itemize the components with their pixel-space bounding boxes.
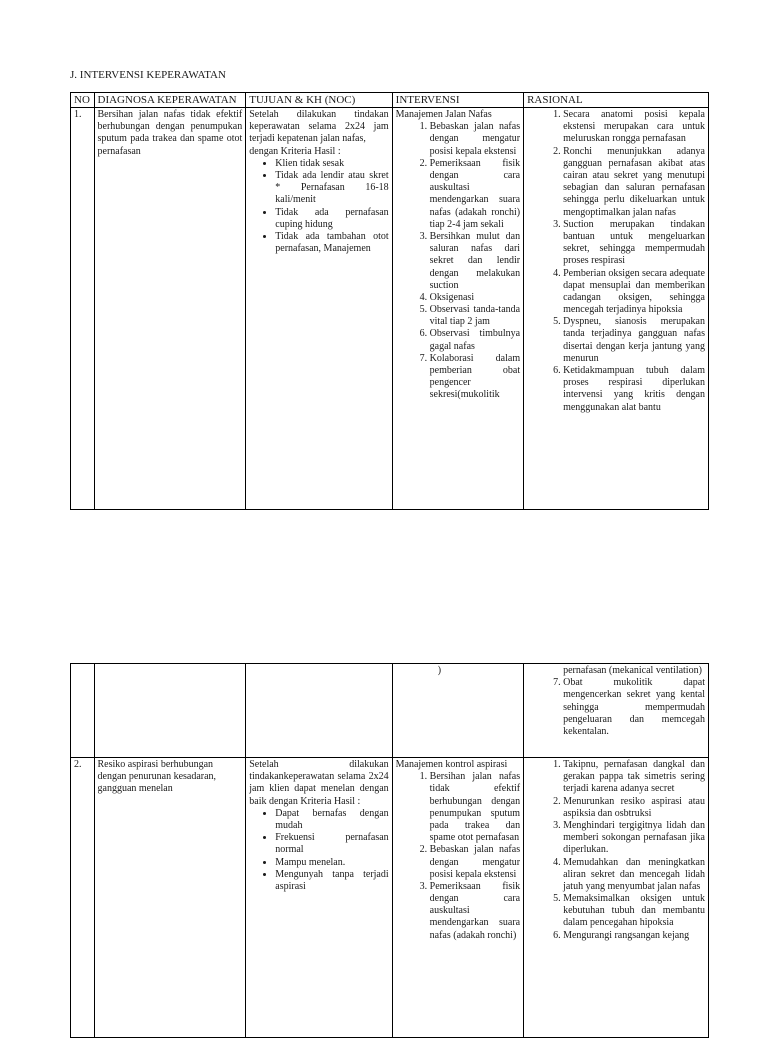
list-item: 3. Bersihkan mulut dan saluran nafas dari sekret dan lendir dengan melakukan suction: [430, 231, 520, 292]
row-number: 1.: [71, 108, 95, 510]
kriteria-label: dengan Kriteria Hasil :: [249, 145, 341, 157]
header-rasional: RASIONAL: [524, 93, 709, 108]
rasional-cell: [524, 758, 709, 1038]
list-item: 4. Memudahkan dan meningkatkan aliran sekret dan mencegah lidah jatuh yang menyumbat jalan nafas: [563, 857, 705, 894]
list-item: 2. Pemeriksaan fisik dengan cara auskultasi mendengarkan suara nafas (adakah ronchi) tiap 2-4 jam sekali: [430, 158, 520, 231]
intervensi-cell: [392, 758, 523, 1038]
list-item: 1. Takipnu, pernafasan dangkal dan gerakan pappa tak simetris sering terjadi karena adanya secret: [563, 759, 705, 796]
header-intervensi: INTERVENSI: [392, 93, 523, 108]
header-no: NO: [71, 93, 95, 108]
list-item: 1. Bersihan jalan nafas tidak efektif berhubungan dengan penumpukan sputum pada trakea dan spame otot pernafasan: [430, 771, 520, 844]
list-item: • Klien tidak sesak: [275, 158, 388, 170]
tujuan-cell: [246, 664, 392, 758]
table-row: [71, 664, 709, 758]
table-row: [71, 758, 709, 1038]
list-item: • Mampu menelan.: [275, 857, 388, 869]
intervensi-cell: ): [392, 664, 523, 758]
intervention-table: [70, 92, 709, 510]
tujuan-intro: Setelah dilakukan tindakankeperawatan selama 2x24 jam klien dapat menelan dengan baik dengan Kriteria Hasil :: [249, 759, 389, 807]
rasional-list: [527, 677, 705, 738]
tujuan-intro: Setelah dilakukan tindakan keperawatan selama 2x24 jam terjadi kepatenan jalan nafas,: [249, 109, 389, 145]
list-item: 4. Oksigenasi: [430, 292, 520, 304]
list-item: • Frekuensi pernafasan normal: [275, 832, 388, 856]
list-item: 6. Observasi timbulnya gagal nafas: [430, 328, 520, 352]
intervensi-intro: Manajemen kontrol aspirasi: [395, 759, 508, 770]
intervensi-intro: Manajemen Jalan Nafas: [395, 109, 492, 121]
tujuan-cell: [246, 108, 392, 510]
kriteria-list: [249, 158, 388, 256]
list-item: 7. Obat mukolitik dapat mengencerkan sekret yang kental sehingga mempermudah pengeluaran dan memcegah kekentalan.: [563, 677, 705, 738]
list-item: 2. Ronchi menunjukkan adanya gangguan pernafasan akibat atas cairan atau sekret yang menutupi sebagian dan saluran pernafasan sehingga perlu dikeluarkan untuk mengoptimalkan jalan nafas: [563, 146, 705, 219]
list-item: 5. Memaksimalkan oksigen untuk kebutuhan tubuh dan membantu dalam pencegahan hipoksia: [563, 893, 705, 930]
section-title: J. INTERVENSI KEPERAWATAN: [70, 69, 226, 81]
diagnosa-cell: Resiko aspirasi berhubungan dengan penurunan kesadaran, gangguan menelan: [94, 758, 246, 1038]
list-item: 1. Secara anatomi posisi kepala ekstensi merupakan cara untuk meluruskan rongga pernafasan: [563, 109, 705, 146]
diagnosa-cell: Bersihan jalan nafas tidak efektif berhubungan dengan penumpukan sputum pada trakea dan spame otot pernafasan: [94, 108, 246, 510]
kriteria-list: [249, 808, 388, 893]
table-row: [71, 108, 709, 510]
header-tujuan: TUJUAN & KH (NOC): [246, 93, 392, 108]
rasional-continued: pernafasan (mekanical ventilation): [563, 665, 702, 676]
list-item: 6. Mengurangi rangsangan kejang: [563, 930, 705, 942]
rasional-cell: [524, 664, 709, 758]
list-item: 3. Pemeriksaan fisik dengan cara auskultasi mendengarkan suara nafas (adakah ronchi): [430, 881, 520, 942]
list-item: • Tidak ada tambahan otot pernafasan, Manajemen: [275, 231, 388, 255]
row-number: 2.: [71, 758, 95, 1038]
diagnosa-cell: [94, 664, 246, 758]
row-number: [71, 664, 95, 758]
list-item: 1. Bebaskan jalan nafas dengan mengatur posisi kepala ekstensi: [430, 121, 520, 158]
list-item: • Mengunyah tanpa terjadi aspirasi: [275, 869, 388, 893]
list-item: • Dapat bernafas dengan mudah: [275, 808, 388, 832]
header-diagnosa: DIAGNOSA KEPERAWATAN: [94, 93, 246, 108]
intervensi-cell: [392, 108, 523, 510]
rasional-cell: [524, 108, 709, 510]
list-item: • Tidak ada lendir atau skret * Pernafasan 16-18 kali/menit: [275, 170, 388, 207]
list-item: 5. Dyspneu, sianosis merupakan tanda terjadinya gangguan nafas disertai dengan kerja jantung yang menurun: [563, 316, 705, 365]
tujuan-cell: [246, 758, 392, 1038]
list-item: 3. Suction merupakan tindakan bantuan untuk mengeluarkan sekret, sehingga mempermudah proses respirasi: [563, 219, 705, 268]
intervensi-list: [396, 771, 520, 942]
rasional-list: [527, 109, 705, 414]
list-item: 4. Pemberian oksigen secara adequate dapat mensuplai dan memberikan cadangan oksigen, sehingga mencegah terjadinya hipoksia: [563, 268, 705, 317]
list-item: 5. Observasi tanda-tanda vital tiap 2 jam: [430, 304, 520, 328]
list-item: 2. Bebaskan jalan nafas dengan mengatur posisi kepala ekstensi: [430, 844, 520, 881]
intervention-table-continued: [70, 663, 709, 1038]
list-item: 7. Kolaborasi dalam pemberian obat pengencer sekresi(mukolitik: [430, 353, 520, 402]
intervensi-list: [396, 121, 520, 401]
table-header-row: [71, 93, 709, 108]
list-item: 6. Ketidakmampuan tubuh dalam proses respirasi diperlukan intervensi yang kritis dengan menggunakan alat bantu: [563, 365, 705, 414]
rasional-list: [527, 759, 705, 942]
list-item: • Tidak ada pernafasan cuping hidung: [275, 207, 388, 231]
list-item: 2. Menurunkan resiko aspirasi atau aspiksia dan osbtruksi: [563, 796, 705, 820]
list-item: 3. Menghindari tergigitnya lidah dan memberi sokongan pernafasan jika diperlukan.: [563, 820, 705, 857]
